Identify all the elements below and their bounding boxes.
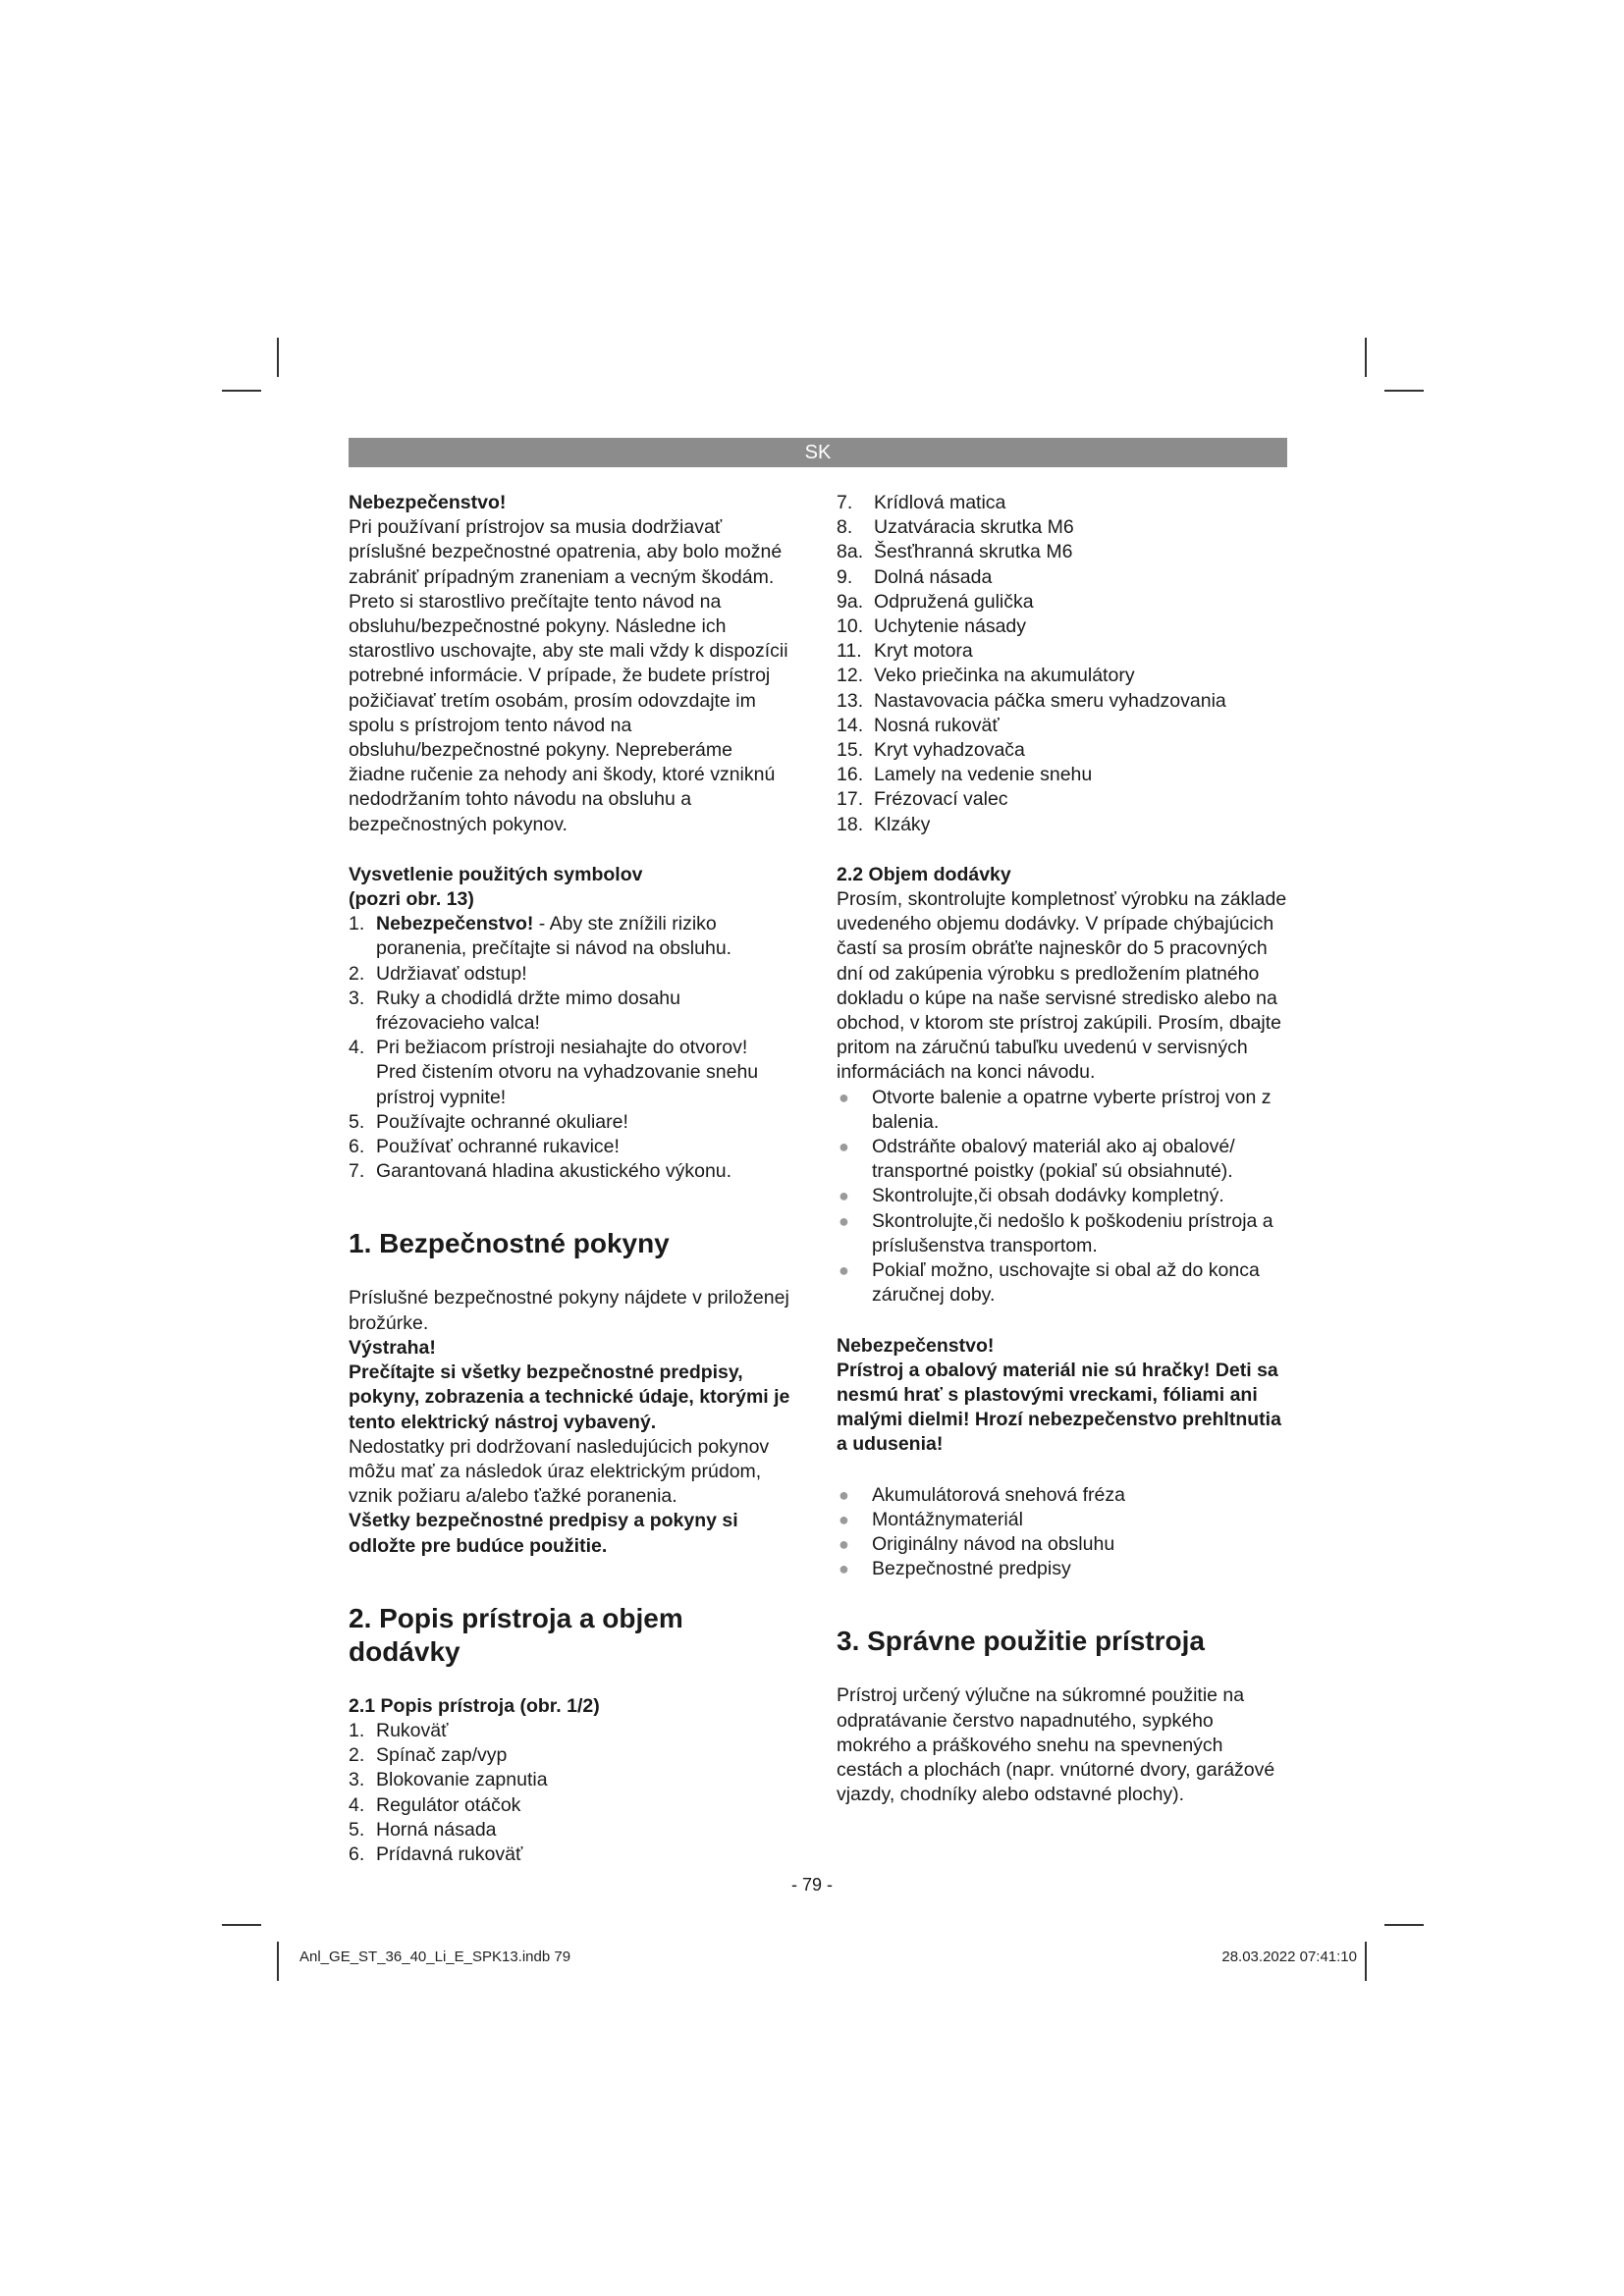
list-item: 7. Krídlová matica	[837, 492, 1006, 513]
section1-title: 1. Bezpečnostné pokyny	[349, 1228, 670, 1259]
crop-mark	[1384, 1924, 1424, 1926]
crop-mark	[1365, 338, 1367, 377]
section2-subtitle: 2.1 Popis prístroja (obr. 1/2)	[349, 1694, 600, 1717]
crop-mark	[222, 390, 261, 392]
list-item: 14. Nosná rukoväť	[837, 714, 1000, 736]
list-item: ● Originálny návod na obsluhu	[837, 1532, 1293, 1557]
crop-mark	[222, 1924, 261, 1926]
list-item: 2. Spínač zap/vyp	[349, 1744, 508, 1767]
page-number: - 79 -	[790, 1875, 833, 1895]
list-item: 17. Frézovací valec	[837, 788, 1008, 811]
scope-title: 2.2 Objem dodávky	[837, 863, 1011, 885]
list-item: 5. Horná násada	[349, 1818, 497, 1841]
list-item: 12. Veko priečinka na akumulátory	[837, 665, 1135, 687]
list-item: ● Skontrolujte,či obsah dodávky kompletný.	[837, 1184, 1293, 1208]
list-item: ● Montážnymateriál	[837, 1508, 1293, 1532]
parts-list	[349, 1719, 790, 1867]
bullet-icon: ●	[839, 1210, 849, 1231]
list-item: 10. Uchytenie násady	[837, 615, 1027, 638]
list-item: 6. Prídavná rukoväť	[349, 1842, 523, 1865]
list-item: ● Akumulátorová snehová fréza	[837, 1483, 1293, 1508]
list-item: 5. Používajte ochranné okuliare!	[349, 1110, 628, 1133]
scope-bullets	[837, 1086, 1293, 1308]
list-item: 9a. Odpružená gulička	[837, 590, 1034, 613]
right-column	[837, 491, 1293, 1807]
list-item: 16. Lamely na vedenie snehu	[837, 764, 1093, 786]
danger2-title: Nebezpečenstvo!	[837, 1334, 995, 1357]
symbols-list	[349, 912, 790, 1184]
list-item: 13. Nastavovacia páčka smeru vyhadzovania	[837, 689, 1226, 712]
list-item: ● Bezpečnostné predpisy	[837, 1557, 1293, 1581]
list-item: 3. Ruky a chodidlá držte mimo dosahu frézovacieho valca!	[349, 987, 680, 1035]
danger2-text: Prístroj a obalový materiál nie sú hračky! Deti sa nesmú hrať s plastovými vreckami, fóliami ani malými dielmi! Hrozí nebezpečenstvo prehltnutia a udusenia!	[837, 1359, 1281, 1456]
section3-title: 3. Správne použitie prístroja	[837, 1626, 1205, 1657]
list-item: 2. Udržiavať odstup!	[349, 962, 527, 985]
section1-consequence: Nedostatky pri dodržovaní nasledujúcich pokynov môžu mať za následok úraz elektrickým prúdom, vznik požiaru a/alebo ťažké poranenia.	[349, 1435, 770, 1508]
list-item: 1. Rukoväť	[349, 1719, 449, 1741]
crop-mark	[1384, 390, 1424, 392]
bullet-icon: ●	[839, 1509, 849, 1529]
bullet-icon: ●	[839, 1260, 849, 1281]
bullet-icon: ●	[839, 1087, 849, 1107]
bullet-icon: ●	[839, 1484, 849, 1505]
bullet-icon: ●	[839, 1533, 849, 1554]
contents-list	[837, 1483, 1293, 1582]
list-item: 8a. Šesťhranná skrutka M6	[837, 541, 1073, 563]
list-item: ● Otvorte balenie a opatrne vyberte prístroj von z balenia.	[839, 1086, 1272, 1133]
list-item: 7. Garantovaná hladina akustického výkonu.	[349, 1160, 732, 1183]
symbols-subtitle: (pozri obr. 13)	[349, 888, 474, 911]
bullet-icon: ●	[839, 1186, 849, 1206]
symbols-title: Vysvetlenie použitých symbolov	[349, 863, 643, 885]
section3-text: Prístroj určený výlučne na súkromné použitie na odpratávanie čerstvo napadnutého, sypkého mokrého a práškového snehu na spevnených cestách a plochách (napr. vnútorné dvory, garážové vjazdy, chodníky alebo odstavné plochy).	[837, 1684, 1275, 1806]
crop-mark	[277, 338, 279, 377]
footer-filename: Anl_GE_ST_36_40_Li_E_SPK13.indb 79	[299, 1949, 571, 1965]
list-item: ● Skontrolujte,či nedošlo k poškodeniu prístroja a príslušenstva transportom.	[839, 1209, 1273, 1256]
language-header: SK	[349, 438, 1287, 467]
list-item: 18. Klzáky	[837, 813, 931, 835]
section2-title: 2. Popis prístroja a objem dodávky	[349, 1602, 683, 1667]
section1-keep: Všetky bezpečnostné predpisy a pokyny si odložte pre budúce použitie.	[349, 1510, 738, 1557]
bullet-icon: ●	[839, 1559, 849, 1579]
crop-mark	[1365, 1942, 1367, 1981]
list-item: 4. Pri bežiacom prístroji nesiahajte do otvorov! Pred čistením otvoru na vyhadzovanie snehu prístroj vypnite!	[349, 1037, 759, 1108]
list-item: 9. Dolná násada	[837, 565, 993, 588]
crop-mark	[277, 1942, 279, 1981]
danger-text: Pri používaní prístrojov sa musia dodržiavať príslušné bezpečnostné opatrenia, aby bolo možné zabrániť prípadným zraneniam a vecným škodám. Preto si starostlivo prečítajte tento návod na obsluhu/bezpečnostné pokyny. Následne ich starostlivo uschovajte, aby ste mali vždy k dispozícii potrebné informácie. V prípade, že budete prístroj požičiavať tretím osobám, prosím odovzdajte im spolu s prístrojom tento návod na obsluhu/bezpečnostné pokyny. Nepreberáme žiadne ručenie za nehody ani škody, ktoré vzniknú nedodržaním tohto návodu na obsluhu a bezpečnostných pokynov.	[349, 516, 788, 835]
list-item: ● Pokiaľ možno, uschovajte si obal až do konca záručnej doby.	[839, 1259, 1260, 1307]
scope-text: Prosím, skontrolujte kompletnosť výrobku na základe uvedeného objemu dodávky. V prípade chýbajúcich častí sa prosím obráťte najneskôr do 5 pracovných dní od zakúpenia výrobku s predložením platného dokladu o kúpe na naše servisné stredisko alebo na obchod, v ktorom ste prístroj zakúpili. Prosím, dbajte pritom na záručnú tabuľku uvedenú v servisných informáciách na konci návodu.	[837, 888, 1287, 1084]
list-item: 4. Regulátor otáčok	[349, 1793, 521, 1816]
section1-intro: Príslušné bezpečnostné pokyny nájdete v priloženej brožúrke.	[349, 1287, 789, 1334]
section1-warning-bold: Prečítajte si všetky bezpečnostné predpisy, pokyny, zobrazenia a technické údaje, ktorými je tento elektrický nástroj vybavený.	[349, 1362, 790, 1433]
list-item: ● Odstráňte obalový materiál ako aj obalové/ transportné poistky (pokiaľ sú obsiahnuté).	[839, 1136, 1235, 1183]
footer-timestamp: 28.03.2022 07:41:10	[1221, 1949, 1357, 1965]
section1-warning: Výstraha!	[349, 1336, 436, 1359]
list-item: 6. Používať ochranné rukavice!	[349, 1136, 620, 1158]
list-item: 3. Blokovanie zapnutia	[349, 1769, 548, 1791]
left-column	[349, 491, 790, 1867]
bullet-icon: ●	[839, 1137, 849, 1157]
list-item: 15. Kryt vyhadzovača	[837, 739, 1025, 762]
list-item: 11. Kryt motora	[837, 640, 973, 663]
danger-title: Nebezpečenstvo!	[349, 492, 507, 513]
list-item: 8. Uzatváracia skrutka M6	[837, 516, 1074, 539]
list-item: 1. Nebezpečenstvo! - Aby ste znížili riziko poranenia, prečítajte si návod na obsluhu.	[349, 913, 732, 960]
parts-list-continued	[837, 491, 1293, 837]
